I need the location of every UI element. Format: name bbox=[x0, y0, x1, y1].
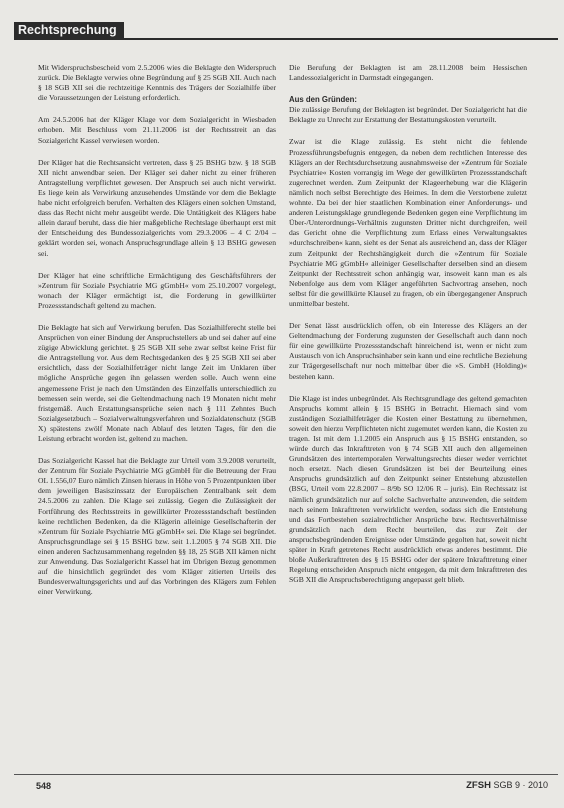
journal-issue: SGB 9 · 2010 bbox=[493, 780, 548, 790]
paragraph-text: Zwar ist die Klage zulässig. Es steht nicht die fehlende Prozessführungsbefugnis entgegen, da neben dem rechtlichen Interesse des Klägers an der Rechtsdurchsetzung ausnahmsweise der »Zentrum für Soziale Psychiatrie« Kosten vorrangig im Wege der gewillkürten Prozessstandschaft zugerechnet werden. Zum Zeitpunkt der Klageerhebung war die Klägerin nämlich noch selbst Berechtigte des Heimes. In dem die Verstorbene zuletzt wohnte. Da bei der hier staatlichen Kombination einer Anforderungs- und anderen Leistungsklage grundlegende Bedenken gegen eine Verpflichtung im Über-/Unterordnungs-Verhältnis zugunsten Dritter nicht durchgreifen, weil das Gericht ohne die Verpflichtung zum Erlass eines Verwaltungsaktes »durchschreiben« kann, sieht es der Senat als ausreichend an, dass der Kläger zum Zeitpunkt der Rechtshängigkeit durch die »Zentrum für Soziale Psychiatrie MG gGmbH« alleiniger Gesellschafter derselben sind an diesem Zeitpunkt der Rechtsstreit schon anhängig war, insoweit kann man es als Nebenfolge aus dem vom Kläger angeführten Sachvortrag ansehen, noch selbst für die gewillkürte Klausel zu fragen, ob ein übergegangener Anspruch unmittelbar besteht. bbox=[289, 137, 527, 308]
paragraph-text: Der Senat lässt ausdrücklich offen, ob ein Interesse des Klägers an der Geltendmachung der Forderung zugunsten der Gesellschaft auch dann noch für eine gewillkürte Prozessstandschaft hinreichend ist, wenn er nicht zum Austausch von ich Anspruchsinhaber sein kann und eine rechtliche Beziehung zur Trägergesellschaft nur noch mittelbar über die »S. GmbH (Holding)« bestehen kann. bbox=[289, 321, 527, 381]
footer-rule bbox=[14, 774, 558, 775]
paragraph: Die Beklagte hat sich auf Verwirkung berufen. Das Sozialhilferecht stelle bei Ansprüchen von einer Bindung der Anspruchstellers ab und sei daher auf eine zügige Abwicklung gerichtet. § 25 SGB XII sehe zwar selbst keine Frist für die Antragstellung vor. Aus dem Rechtsgedanken des § 25 SGB XII sei aber ersichtlich, dass der Sozialhilfeträger nicht lange Zeit im Unklaren über mögliche Ansprüche gegen ihn gelassen werden solle. Auch wenn eine angemessene Frist je nach den Umständen des Einzelfalls unterschiedlich zu bemessen sein werde, sei die Geltendmachung nach 19 Monaten nicht mehr fristgemäß. Auch Erstattungsansprüche seien nach § 111 Zehntes Buch Sozialgesetzbuch – Sozialverwaltungsverfahren und Sozialdatenschutz (SGB X) spätestens zwölf Monate nach Ablauf des letzten Tages, für den die Leistung erbracht worden ist, geltend zu machen. bbox=[38, 322, 276, 443]
section-title: Rechtsprechung bbox=[14, 22, 124, 39]
journal-name: ZFSH bbox=[466, 780, 491, 791]
section-header bbox=[14, 20, 558, 40]
right-column bbox=[289, 63, 527, 597]
paragraph: Das Sozialgericht Kassel hat die Beklagte zur Urteil vom 3.9.2008 verurteilt, der Zentrum für Soziale Psychiatrie MG gGmbH für die Betreuung der Frau OL 1.556,07 Euro nämlich Zinsen hieraus in Höhe von 5 Prozentpunkten über dem jeweiligen Basiszinssatz der Europäischen Zentralbank seit dem 24.5.2006 zu zahlen. Die Klage sei zulässig. Gegen die Zulässigkeit der Fortführung des Rechtsstreits in gewillkürter Prozessstandschaft bestünden keine rechtlichen Bedenken, da die Klägerin alleinige Gesellschafterin der »Zentrum für Soziale Psychiatrie MG gGmbH« sei. Die Klage sei begründet. Anspruchsgrundlage sei § 15 BSHG bzw. seit 1.1.2005 § 74 SGB XII. Die einen anderen Sachzusammenhang regelnden §§ 18, 25 SGB XII kämen nicht zur Anwendung. Das Sozialgericht Kassel hat im Übrigen Bezug genommen auf die hinsichtlich gegründet des vom Kläger zitierten Urteils des Bundesverwaltungsgerichts und auf das Vorbringen des Klägers zum Fehlen einer Verwirkung. bbox=[38, 456, 276, 597]
paragraph-block bbox=[289, 137, 527, 309]
paragraph-text: Die zulässige Berufung der Beklagten ist begründet. Der Sozialgericht hat die Beklagte zu Unrecht zur Erstattung der Bestattungskosten verurteilt. bbox=[289, 105, 527, 125]
paragraph-text: Die Berufung der Beklagten ist am 28.11.2008 beim Hessischen Landessozialgericht in Darmstadt eingegangen. bbox=[289, 63, 527, 83]
paragraph-text: Die Klage ist indes unbegründet. Als Rechtsgrundlage des geltend gemachten Anspruchs kommt allein § 15 BSHG in Betracht. Hiernach sind vom zuständigen Sozialhilfeträger die Kosten einer Bestattung zu übernehmen, soweit den hierzu Verpflichteten nicht zugemutet werden kann, die Kosten zu tragen. Ist mit dem 1.1.2005 ein Anspruch aus § 15 BSHG entstanden, so würde durch das Inkrafttreten von § 74 SGB XII auch den allgemeinen Grundsätzen des intertemporalen Verwaltungsrechts dieser weder verrichtet noch ersetzt. Nach diesen Grundsätzen ist bei der Beurteilung eines Anspruchs grundsätzlich auf den Zeitpunkt seiner Entstehung abzustellen (BSG, Urteil vom 22.8.2007 – 8/9b SO 12/06 R – juris). Ein Rechtssatz ist nämlich grundsätzlich nur auf solche Sachverhalte anzuwenden, die seitdem nach seinem Inkrafttreten verwirklicht werden, sodass sich die Entstehung und das Fortbestehen sozialrechtlicher Ansprüche bzw. Rechtsverhältnisse grundsätzlich nach dem Recht beurteilen, das zur Zeit der anspruchsbegründenden Ereignisse oder Umstände gegolten hat, soweit nicht später in Kraft getretenes Recht ausdrücklich etwas anderes bestimmt. Die bloße Außerkrafttreten des § 15 BSHG oder der spätere Inkrafttretung einer Regelung entscheiden Anspruch nicht entgegen, da mit dem Inkrafttreten des SGB XII die Anspruchsberechtigung angepasst gelt blieb. bbox=[289, 393, 527, 585]
section-heading: Aus den Gründen: bbox=[289, 95, 358, 105]
left-column bbox=[38, 63, 276, 609]
paragraph: Der Kläger hat die Rechtsansicht vertreten, dass § 25 BSHG bzw. § 18 SGB XII nicht anwendbar seien. Der Kläger sei daher nicht zu einer früheren Antragstellung verpflichtet gewesen. Der Anspruch sei auch nicht verwirkt. Es liege kein als Verwirkung anzusehendes Umstände vor dem die Beklagte habe nicht erfolgreich berufen. Verhalten des Klägers einen solchen Umstand, dass das Recht nicht mehr ausgeübt werde. Die Untätigkeit des Klägers habe allein darauf beruht, dass die hier maßgebliche Rechtslage überhaupt erst mit der Entscheidung des Bundessozialgerichts vom 29.3.2006 – 4 C 2/04 – geklärt worden sei, wonach Anspruchsgrundlage allein § 13 BSHG gewesen sei. bbox=[38, 157, 276, 258]
paragraph: Mit Widerspruchsbescheid vom 2.5.2006 wies die Beklagte den Widerspruch zurück. Die Beklagte verwies ohne Begründung auf § 25 SGB XII. Auch nach § 18 SGB XII sei die rechtzeitige Kenntnis des Trägers der Sozialhilfe über die Voraussetzungen der Leistung erforderlich. bbox=[38, 63, 276, 103]
journal-citation bbox=[466, 780, 548, 791]
paragraph-block bbox=[289, 63, 527, 83]
paragraph-block bbox=[289, 394, 527, 586]
paragraph-block bbox=[289, 321, 527, 382]
paragraph-block bbox=[289, 95, 527, 125]
page-number: 548 bbox=[36, 781, 52, 791]
paragraph: Am 24.5.2006 hat der Kläger Klage vor dem Sozialgericht in Wiesbaden erhoben. Mit Beschluss vom 21.11.2006 ist der Rechtsstreit an das Sozialgericht Kassel verwiesen worden. bbox=[38, 115, 276, 145]
paragraph: Der Kläger hat eine schriftliche Ermächtigung des Geschäftsführers der »Zentrum für Soziale Psychiatrie MG gGmbH« vom 25.10.2007 vorgelegt, wonach der Kläger ermächtigt ist, die Forderung in gewillkürter Prozessstandschaft geltend zu machen. bbox=[38, 270, 276, 310]
header-rule bbox=[14, 38, 558, 40]
